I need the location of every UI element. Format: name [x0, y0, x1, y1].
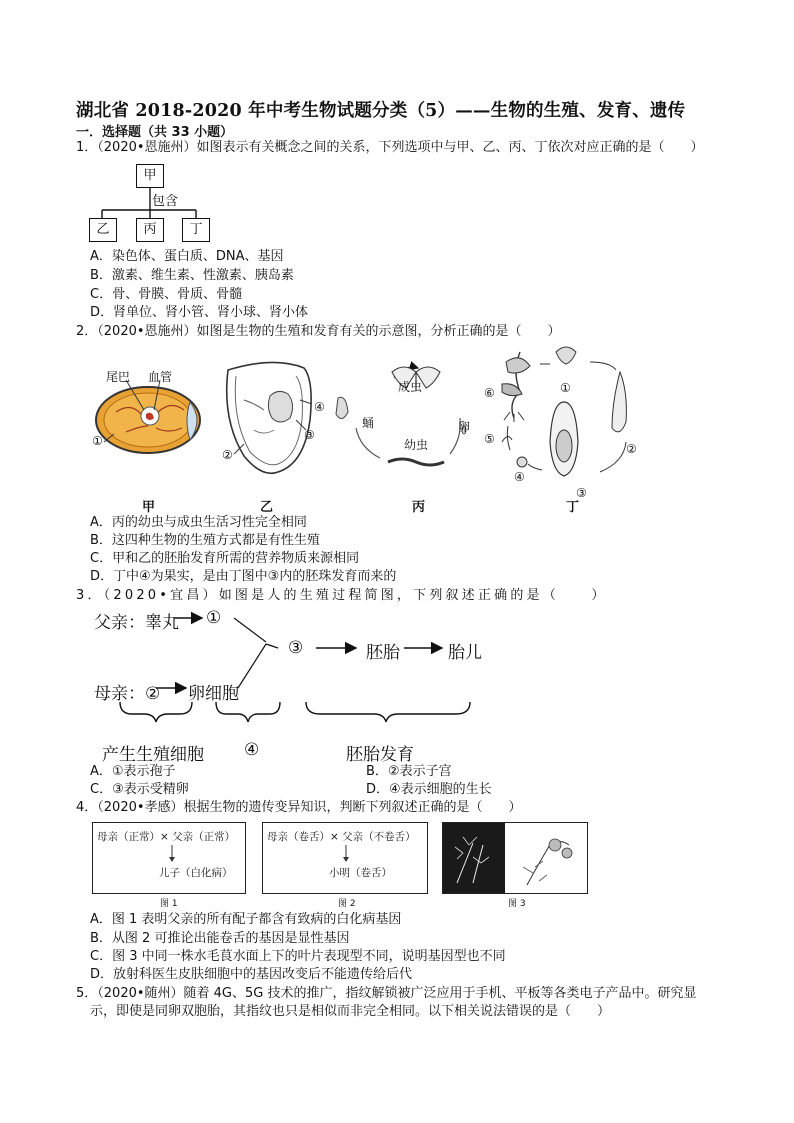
embryo-label: 胚胎 [366, 643, 400, 663]
question-3-stem: 3．（2020•宜昌）如图是人的生殖过程简图，下列叙述正确的是（ ） [76, 588, 608, 603]
uterus-marker-2: ② [222, 448, 233, 462]
question-1-stem: 1．（2020•恩施州）如图表示有关概念之间的关系，下列选项中与甲、乙、丙、丁依次对应正确的是（ ） [76, 140, 704, 155]
uterus-marker-3: ③ [304, 428, 315, 442]
brace-label-gametes: 产生生殖细胞 [102, 745, 204, 765]
plant-marker-4: ④ [514, 470, 525, 484]
q3-option-a: A．①表示孢子 [90, 764, 176, 779]
plant-marker-2: ② [626, 442, 637, 456]
water-buttercup-figure-3 [442, 822, 588, 894]
figure-caption-bing: 丙 [412, 500, 426, 515]
concept-box-yi: 乙 [89, 218, 117, 242]
butterfly-adult-label: 成虫 [398, 380, 423, 394]
q4-option-a: A．图 1 表明父亲的所有配子都含有致病的白化病基因 [90, 912, 402, 927]
figure-caption-jia: 甲 [142, 500, 156, 515]
section-heading: 一．选择题（共 33 小题） [76, 125, 234, 140]
pedigree-figure-2 [262, 822, 428, 894]
egg-vessel-label: 血管 [148, 370, 173, 384]
figure-caption-yi: 乙 [260, 500, 274, 515]
q1-option-b: B．激素、维生素、性激素、胰岛素 [90, 268, 294, 283]
plant-lifecycle-figure [480, 342, 650, 492]
fig1-child: 儿子（白化病） [159, 867, 233, 879]
plant-marker-1: ① [560, 381, 571, 395]
egg-marker-1: ① [92, 434, 103, 448]
question-2-stem: 2．（2020•恩施州）如图是生物的生殖和发育有关的示意图，分析正确的是（ ） [76, 324, 561, 339]
butterfly-larva-label: 幼虫 [404, 438, 429, 452]
butterfly-lifecycle-figure [332, 358, 480, 476]
concept-box-ding: 丁 [182, 218, 210, 242]
question-5-stem-line-1: 5．（2020•随州）随着 4G、5G 技术的推广，指纹解锁被广泛应用于手机、平板等各类电子产品中。研究显 [76, 986, 697, 1001]
fig1-parents: 母亲（正常）× 父亲（正常） [97, 831, 236, 843]
fig2-child: 小明（卷舌） [329, 867, 392, 879]
butterfly-egg-label: 卵 [458, 420, 471, 434]
plant-marker-5: ⑤ [484, 432, 495, 446]
q2-option-b: B．这四种生物的生殖方式都是有性生殖 [90, 533, 320, 548]
q3-option-d: D．④表示细胞的生长 [366, 782, 492, 797]
egg-cell-label: 卵细胞 [188, 684, 239, 704]
q3-option-c: C．③表示受精卵 [90, 782, 189, 797]
fig3-caption: 图 3 [508, 899, 526, 909]
uterus-fetus-figure [214, 360, 330, 482]
uterus-marker-4: ④ [314, 400, 325, 414]
q4-option-d: D．放射科医生皮肤细胞中的基因改变后不能遗传给后代 [90, 967, 413, 982]
fig2-parents: 母亲（卷舌）× 父亲（不卷舌） [267, 831, 416, 843]
bird-egg-figure [86, 362, 208, 472]
step-1-marker: ① [206, 608, 222, 628]
fetus-label: 胎儿 [448, 643, 482, 663]
mother-label: 母亲：② [94, 684, 161, 704]
egg-tail-label: 尾巴 [106, 370, 131, 384]
fig1-caption: 图 1 [160, 899, 178, 909]
q2-option-a: A．丙的幼虫与成虫生活习性完全相同 [90, 515, 307, 530]
step-3-marker: ③ [288, 638, 304, 658]
q3-option-b: B．②表示子宫 [366, 764, 452, 779]
figure-caption-ding: 丁 [566, 500, 580, 515]
plant-marker-6: ⑥ [484, 386, 495, 400]
concept-relation-label: 包含 [152, 194, 179, 209]
fig2-caption: 图 2 [338, 899, 356, 909]
plant-marker-3: ③ [576, 486, 587, 500]
q4-option-c: C．图 3 中同一株水毛茛水面上下的叶片表现型不同，说明基因型也不同 [90, 949, 506, 964]
concept-box-jia: 甲 [136, 164, 164, 188]
brace-label-4: ④ [244, 740, 260, 760]
pedigree-figure-1 [92, 822, 246, 894]
butterfly-pupa-label: 蛹 [362, 416, 375, 430]
q4-option-b: B．从图 2 可推论出能卷舌的基因是显性基因 [90, 931, 350, 946]
q2-option-c: C．甲和乙的胚胎发育所需的营养物质来源相同 [90, 551, 360, 566]
document-title: 湖北省 2018-2020 年中考生物试题分类（5）——生物的生殖、发育、遗传 [76, 101, 686, 121]
q2-option-d: D．丁中④为果实，是由丁图中③内的胚珠发育而来的 [90, 569, 397, 584]
brace-label-embryo-development: 胚胎发育 [346, 745, 414, 765]
father-testis-label: 父亲：睾丸 [94, 613, 179, 633]
q1-option-c: C．骨、骨膜、骨质、骨髓 [90, 287, 243, 302]
concept-box-bing: 丙 [136, 218, 164, 242]
q1-option-a: A．染色体、蛋白质、DNA、基因 [90, 249, 284, 264]
q1-option-d: D．肾单位、肾小管、肾小球、肾小体 [90, 305, 309, 320]
question-4-stem: 4．（2020•孝感）根据生物的遗传变异知识，判断下列叙述正确的是（ ） [76, 800, 522, 815]
question-5-stem-line-2: 示，即使是同卵双胞胎，其指纹也只是相似而非完全相同。以下相关说法错误的是（ ） [90, 1004, 611, 1019]
